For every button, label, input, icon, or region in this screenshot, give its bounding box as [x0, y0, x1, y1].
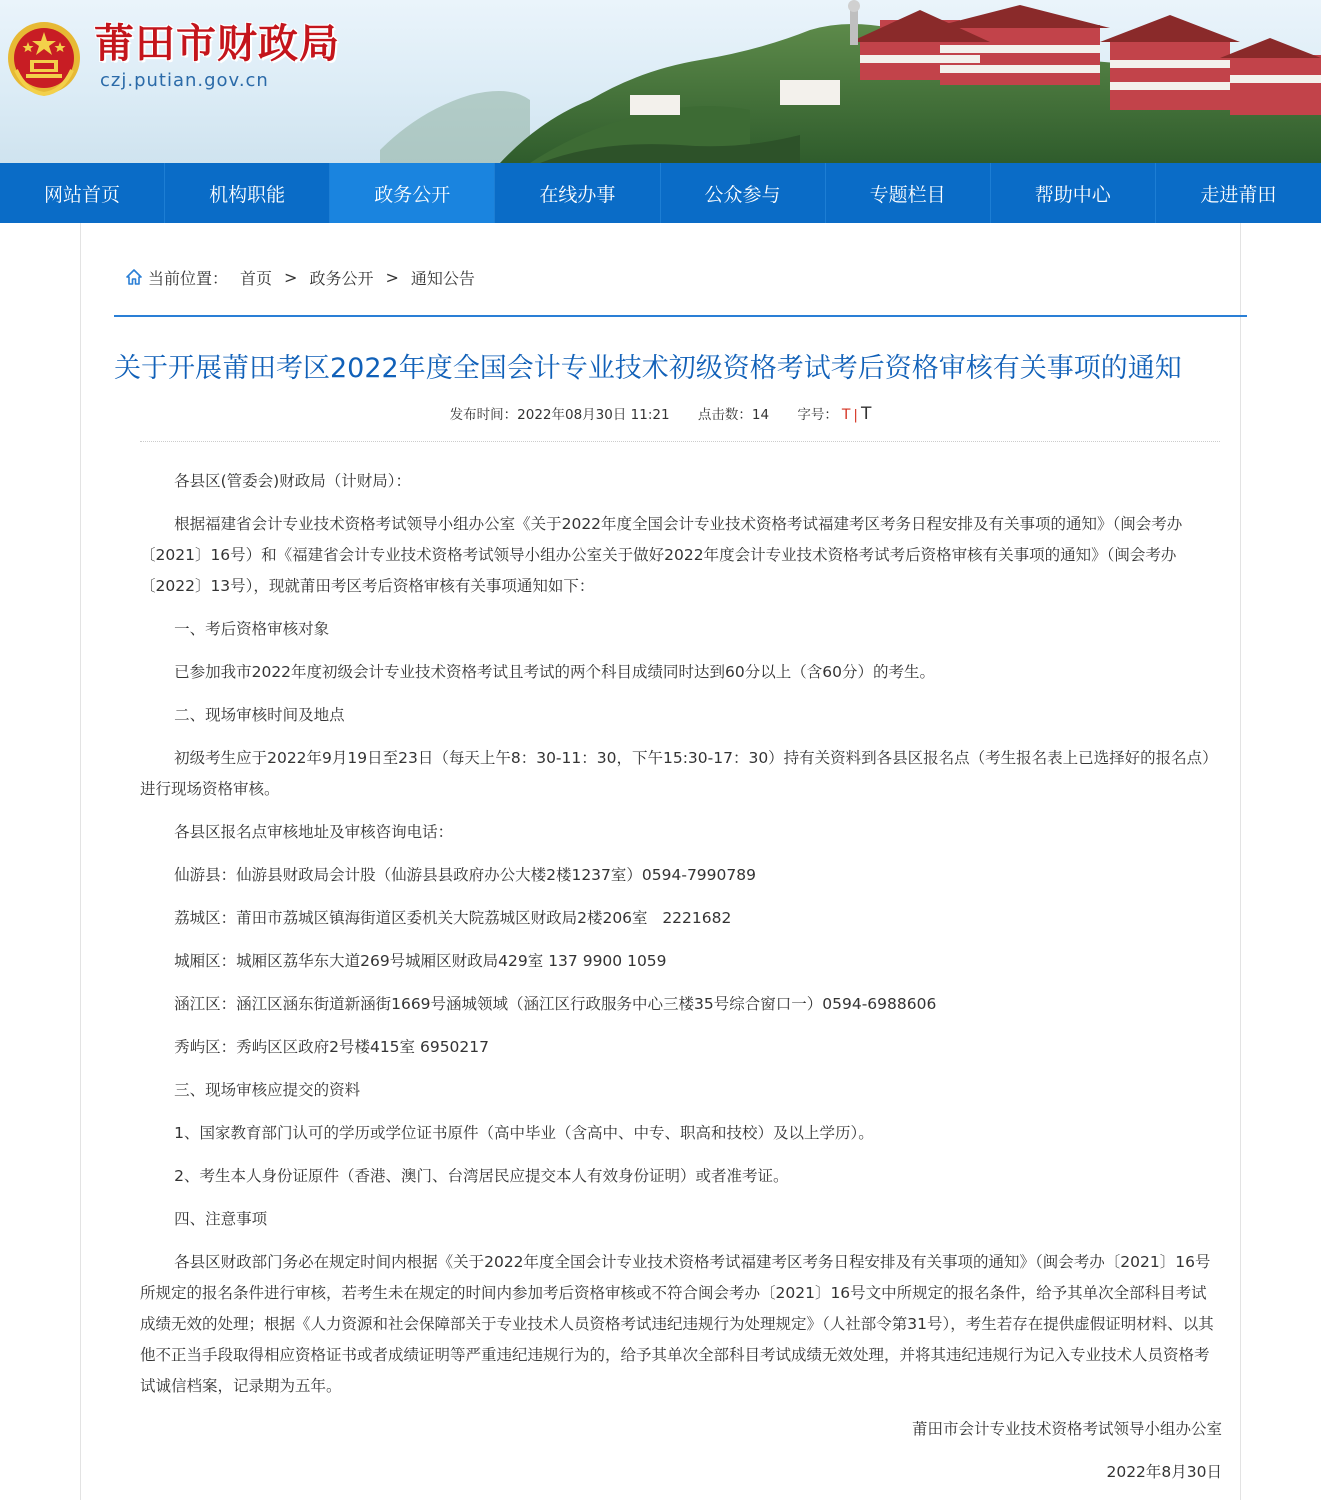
font-big-button[interactable]: T: [860, 404, 872, 424]
nav-item-special-topics[interactable]: 专题栏目: [826, 163, 991, 223]
breadcrumb: [125, 264, 475, 290]
breadcrumb-gov-affairs-link[interactable]: 政务公开: [309, 268, 374, 288]
section-heading: 三、现场审核应提交的资料: [174, 1081, 361, 1099]
header-scenery-image: [380, 0, 1321, 163]
article-paragraph: 已参加我市2022年度初级会计专业技术资格考试且考试的两个科目成绩同时达到60分以上（含60分）的考生。: [174, 663, 935, 681]
address-item: 秀屿区：秀屿区区政府2号楼415室 6950217: [174, 1038, 489, 1056]
nav-item-gov-affairs[interactable]: 政务公开: [330, 163, 495, 223]
clicks-value: 14: [751, 407, 770, 423]
publish-value: 2022年08月30日 11:21: [517, 407, 670, 423]
article-paragraph: 2、考生本人身份证原件（香港、澳门、台湾居民应提交本人有效身份证明）或者准考证。: [174, 1167, 789, 1185]
nav-item-help-center[interactable]: 帮助中心: [991, 163, 1156, 223]
article-meta: [0, 404, 1321, 425]
nav-item-about-putian[interactable]: 走进莆田: [1200, 183, 1277, 206]
article-paragraph: 根据福建省会计专业技术资格考试领导小组办公室《关于2022年度全国会计专业技术资格考试福建考区考务日程安排及有关事项的通知》（闽会考办〔2021〕16号）和《福建省会计专业技术资格考试领导小组办公室关于做好2022年度会计专业技术资格考试考后资格审核有关事项的通知》（闽会考办〔2022〕13号），现就莆田考区考后资格审核有关事项通知如下：: [140, 515, 1183, 595]
site-header: [0, 0, 1321, 163]
nav-item-functions[interactable]: 机构职能: [165, 163, 330, 223]
font-size-control: [797, 404, 872, 424]
publish-label: 发布时间：: [449, 407, 518, 423]
national-emblem-icon: [6, 18, 82, 98]
article-paragraph: 各县区(管委会)财政局（计财局）：: [174, 472, 411, 490]
home-icon: [125, 268, 143, 286]
clicks-label: 点击数：: [697, 407, 752, 423]
nav-item-home[interactable]: 网站首页: [0, 163, 165, 223]
publish-time: [450, 407, 670, 423]
click-count: [698, 407, 769, 423]
font-small-button[interactable]: T: [841, 407, 851, 423]
section-heading: 四、注意事项: [174, 1210, 268, 1228]
breadcrumb-notices-link[interactable]: 通知公告: [410, 268, 475, 288]
article-paragraph: 1、国家教育部门认可的学历或学位证书原件（高中毕业（含高中、中专、职高和技校）及以上学历）。: [174, 1124, 874, 1142]
address-item: 仙游县：仙游县财政局会计股（仙游县县政府办公大楼2楼1237室）0594-7990789: [174, 866, 756, 884]
section-heading: 二、现场审核时间及地点: [174, 706, 345, 724]
font-size-separator: |: [853, 407, 858, 423]
signature: 莆田市会计专业技术资格考试领导小组办公室: [911, 1420, 1222, 1438]
signature-date: 2022年8月30日: [1106, 1463, 1222, 1481]
site-name[interactable]: 莆田市财政局: [94, 20, 340, 67]
site-domain: czj.putian.gov.cn: [100, 70, 269, 91]
nav-item-online-services[interactable]: 在线办事: [495, 163, 660, 223]
address-item: 荔城区：莆田市荔城区镇海街道区委机关大院荔城区财政局2楼206室 2221682: [174, 909, 732, 927]
article-paragraph: 各县区财政部门务必在规定时间内根据《关于2022年度全国会计专业技术资格考试福建考区考务日程安排及有关事项的通知》（闽会考办〔2021〕16号所规定的报名条件进行审核，若考生未在规定的时间内参加考后资格审核或不符合闽会考办〔2021〕16号文中所规定的报名条件，给予其单次全部科目考试成绩无效的处理；根据《人力资源和社会保障部关于专业技术人员资格考试违纪违规行为处理规定》（人社部令第31号），考生若存在提供虚假证明材料、以其他不正当手段取得相应资格证书或者成绩证明等严重违纪违规行为的，给予其单次全部科目考试成绩无效处理，并将其违纪违规行为记入专业技术人员资格考试诚信档案，记录期为五年。: [140, 1253, 1214, 1395]
breadcrumb-separator: >: [385, 267, 399, 287]
nav-item-public-participation[interactable]: 公众参与: [661, 163, 826, 223]
breadcrumb-home-link[interactable]: 首页: [240, 268, 273, 288]
breadcrumb-prefix: 当前位置：: [148, 268, 229, 288]
section-heading: 一、考后资格审核对象: [174, 620, 330, 638]
article-paragraph: 初级考生应于2022年9月19日至23日（每天上午8：30-11：30，下午15:30-17：30）持有关资料到各县区报名点（考生报名表上已选择好的报名点）进行现场资格审核。: [140, 749, 1218, 798]
font-size-label: 字号：: [797, 407, 838, 423]
article-title: 关于开展莆田考区2022年度全国会计专业技术初级资格考试考后资格审核有关事项的通知: [114, 353, 1182, 384]
article-body: [140, 466, 1222, 1500]
address-item: 城厢区：城厢区荔华东大道269号城厢区财政局429室 137 9900 1059: [174, 952, 667, 970]
article-paragraph: 各县区报名点审核地址及审核咨询电话：: [174, 823, 454, 841]
address-item: 涵江区：涵江区涵东街道新涵街1669号涵城领域（涵江区行政服务中心三楼35号综合窗口一）0594-6988606: [174, 995, 937, 1013]
main-nav: [0, 163, 1321, 223]
title-divider: [114, 315, 1247, 317]
breadcrumb-separator: >: [284, 267, 298, 287]
meta-divider: [140, 441, 1220, 442]
